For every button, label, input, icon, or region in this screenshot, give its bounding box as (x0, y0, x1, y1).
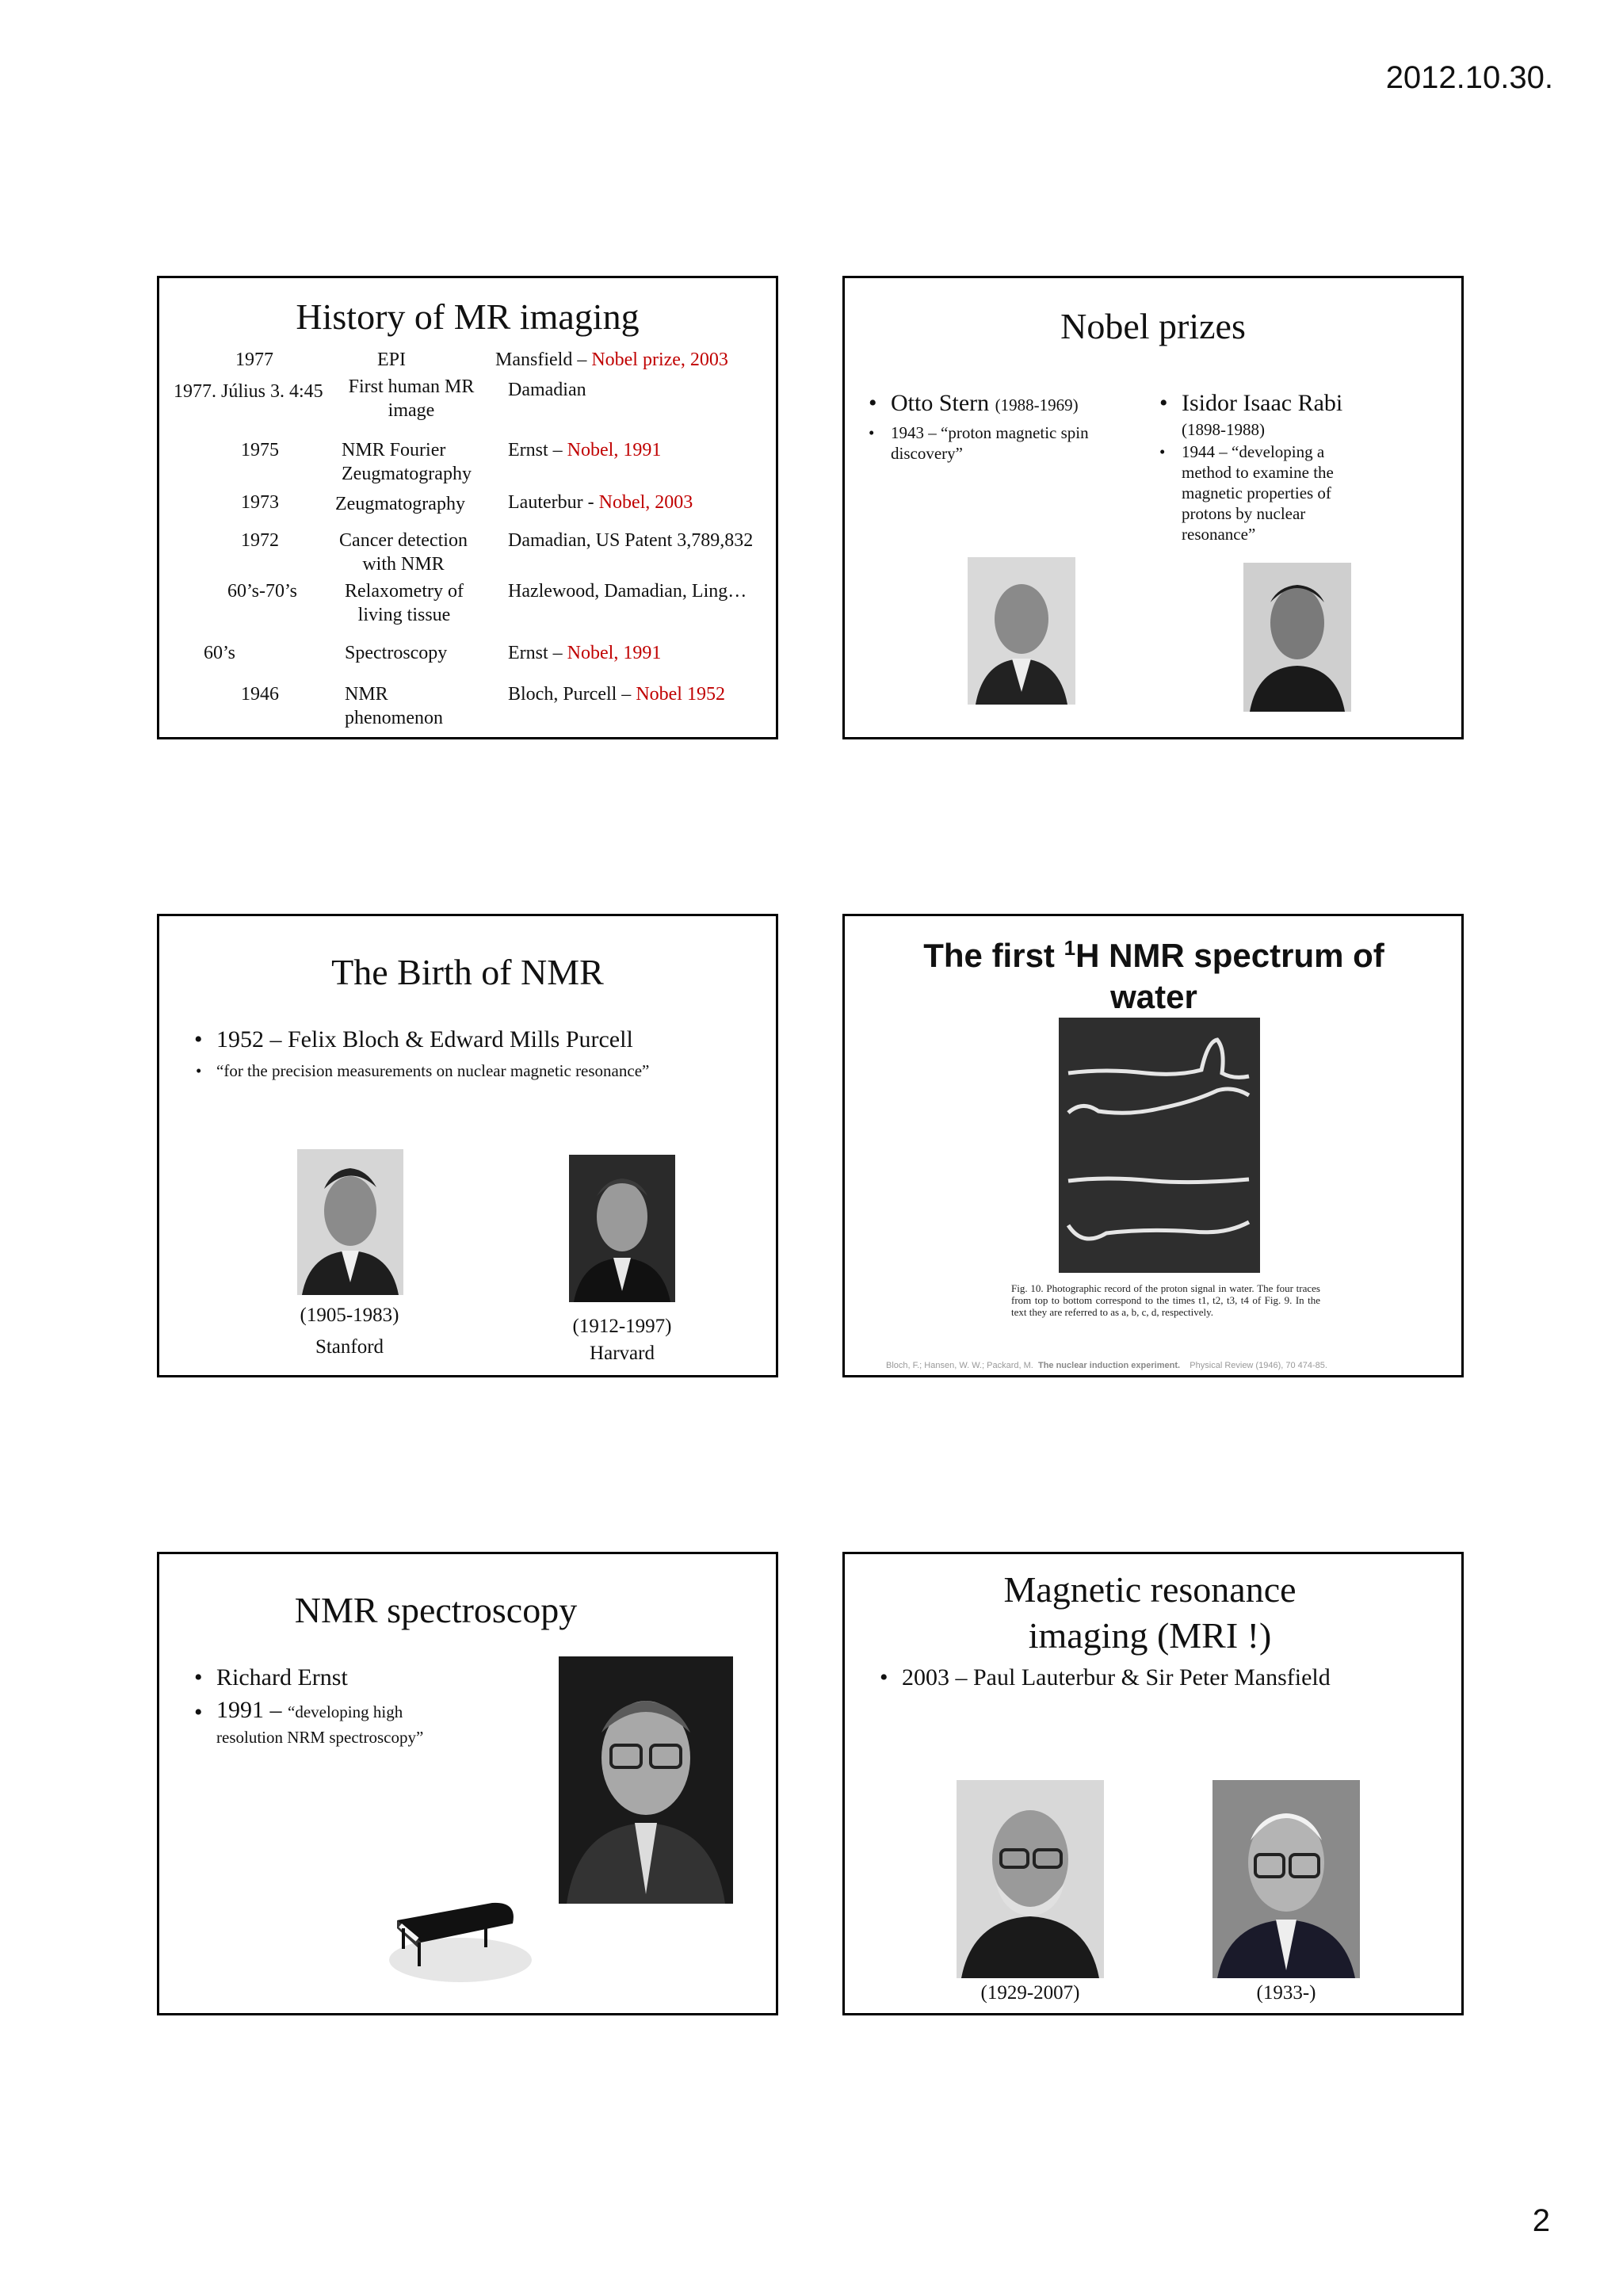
bloch-place: Stanford (315, 1336, 384, 1358)
history-year: 1977. Július 3. 4:45 (174, 381, 323, 402)
spectrum-traces-image (1059, 1018, 1260, 1273)
portrait-icon (968, 557, 1075, 705)
isidor-rabi-years: (1898-1988) (1182, 420, 1265, 439)
history-who: Lauterbur - Nobel, 2003 (508, 492, 693, 513)
history-who: Damadian, US Patent 3,789,832 (508, 530, 754, 551)
history-event: First human MR image (348, 376, 475, 421)
figure-caption: Fig. 10. Photographic record of the proton signal in water. The four traces from top to bottom correspond to the times t1, t2, t3, t4 of Fig. 9. In the text they are referred to as a, b, c, d, respectively. (1011, 1282, 1320, 1318)
photo-otto-stern (968, 557, 1075, 705)
history-event: EPI (377, 350, 406, 370)
history-event: Spectroscopy (345, 643, 448, 663)
slide-title: Nobel prizes (1060, 306, 1246, 346)
lauterbur-years: (1929-2007) (980, 1982, 1080, 2004)
slide-history-mr-imaging (157, 276, 778, 739)
citation: Bloch, F.; Hansen, W. W.; Packard, M. The nuclear induction experiment. Physical Review (1946), 70 474-85. (886, 1361, 1327, 1370)
mansfield-years: (1933-) (1256, 1982, 1316, 2004)
purcell-years: (1912-1997) (572, 1316, 672, 1337)
history-event: NMR Fourier Zeugmatography (342, 440, 472, 484)
history-who: Damadian (508, 380, 586, 400)
history-who: Ernst – Nobel, 1991 (508, 643, 662, 663)
photo-peter-mansfield (1212, 1780, 1360, 1978)
history-year: 1977 (235, 350, 273, 370)
history-year: 1975 (241, 440, 279, 460)
purcell-place: Harvard (590, 1343, 655, 1364)
photo-felix-bloch (297, 1149, 403, 1295)
photo-paul-lauterbur (957, 1780, 1104, 1978)
portrait-icon (297, 1149, 403, 1295)
history-who: Ernst – Nobel, 1991 (508, 440, 662, 460)
history-year: 60’s-70’s (227, 581, 298, 602)
history-year: 1946 (241, 684, 279, 705)
slide-title: The first $^1$H NMR spectrum of water (923, 936, 1384, 1015)
portrait-icon (1212, 1780, 1360, 1978)
photo-isidor-rabi (1243, 563, 1351, 712)
slide-mri: Magnetic resonance imaging (MRI !) • 2003 – Paul Lauterbur & Sir Peter Mansfield (1929-2007) (1933-) (842, 1552, 1464, 2015)
history-event: Cancer detection with NMR (339, 530, 468, 575)
history-year: 1972 (241, 530, 279, 551)
slide-birth-of-nmr: The Birth of NMR • 1952 – Felix Bloch & Edward Mills Purcell • “for the precision measurements on nuclear magnetic resonance” (1905-1983) Stanford (1912-1997) Harvard (157, 914, 778, 1377)
page-date: 2012.10.30. (1385, 60, 1553, 95)
slide-title: History of MR imaging (296, 296, 640, 337)
portrait-icon (569, 1155, 675, 1302)
history-who: Bloch, Purcell – Nobel 1952 (508, 684, 725, 705)
history-event: Relaxometry of living tissue (345, 581, 464, 625)
page-number: 2 (1532, 2203, 1550, 2238)
history-year: 1973 (241, 492, 279, 513)
history-event: Zeugmatography (335, 494, 465, 514)
portrait-icon (957, 1780, 1104, 1978)
spectrum-photograph (1059, 1018, 1260, 1273)
photo-richard-ernst (559, 1656, 733, 1904)
bloch-years: (1905-1983) (300, 1305, 399, 1326)
slide-first-nmr-spectrum (842, 914, 1464, 1377)
slide-title: Magnetic resonance imaging (MRI !) (1003, 1569, 1296, 1656)
portrait-icon (559, 1656, 733, 1904)
slide-title: NMR spectroscopy (294, 1590, 578, 1630)
history-event: NMR phenomenon (345, 684, 443, 728)
portrait-icon (1243, 563, 1351, 712)
history-year: 60’s (204, 643, 236, 663)
slide-title: The Birth of NMR (331, 952, 604, 992)
photo-edward-purcell (569, 1155, 675, 1302)
piano-image (373, 1865, 532, 1984)
grand-piano-icon (373, 1865, 532, 1984)
slide-nmr-spectroscopy: NMR spectroscopy • Richard Ernst • 1991 – “developing high resolution NRM spectroscopy” (157, 1552, 778, 2015)
history-who: Hazlewood, Damadian, Ling… (508, 581, 747, 602)
slide-nobel-prizes: Nobel prizes • Otto Stern (1988-1969) • 1943 – “proton magnetic spin discovery” • Isidor Isaac Rabi (1898-1988) • 1944 – “developing a method to examine the magnetic properties of protons by nuclear resonance” (842, 276, 1464, 739)
history-who: Mansfield – Nobel prize, 2003 (495, 350, 728, 370)
